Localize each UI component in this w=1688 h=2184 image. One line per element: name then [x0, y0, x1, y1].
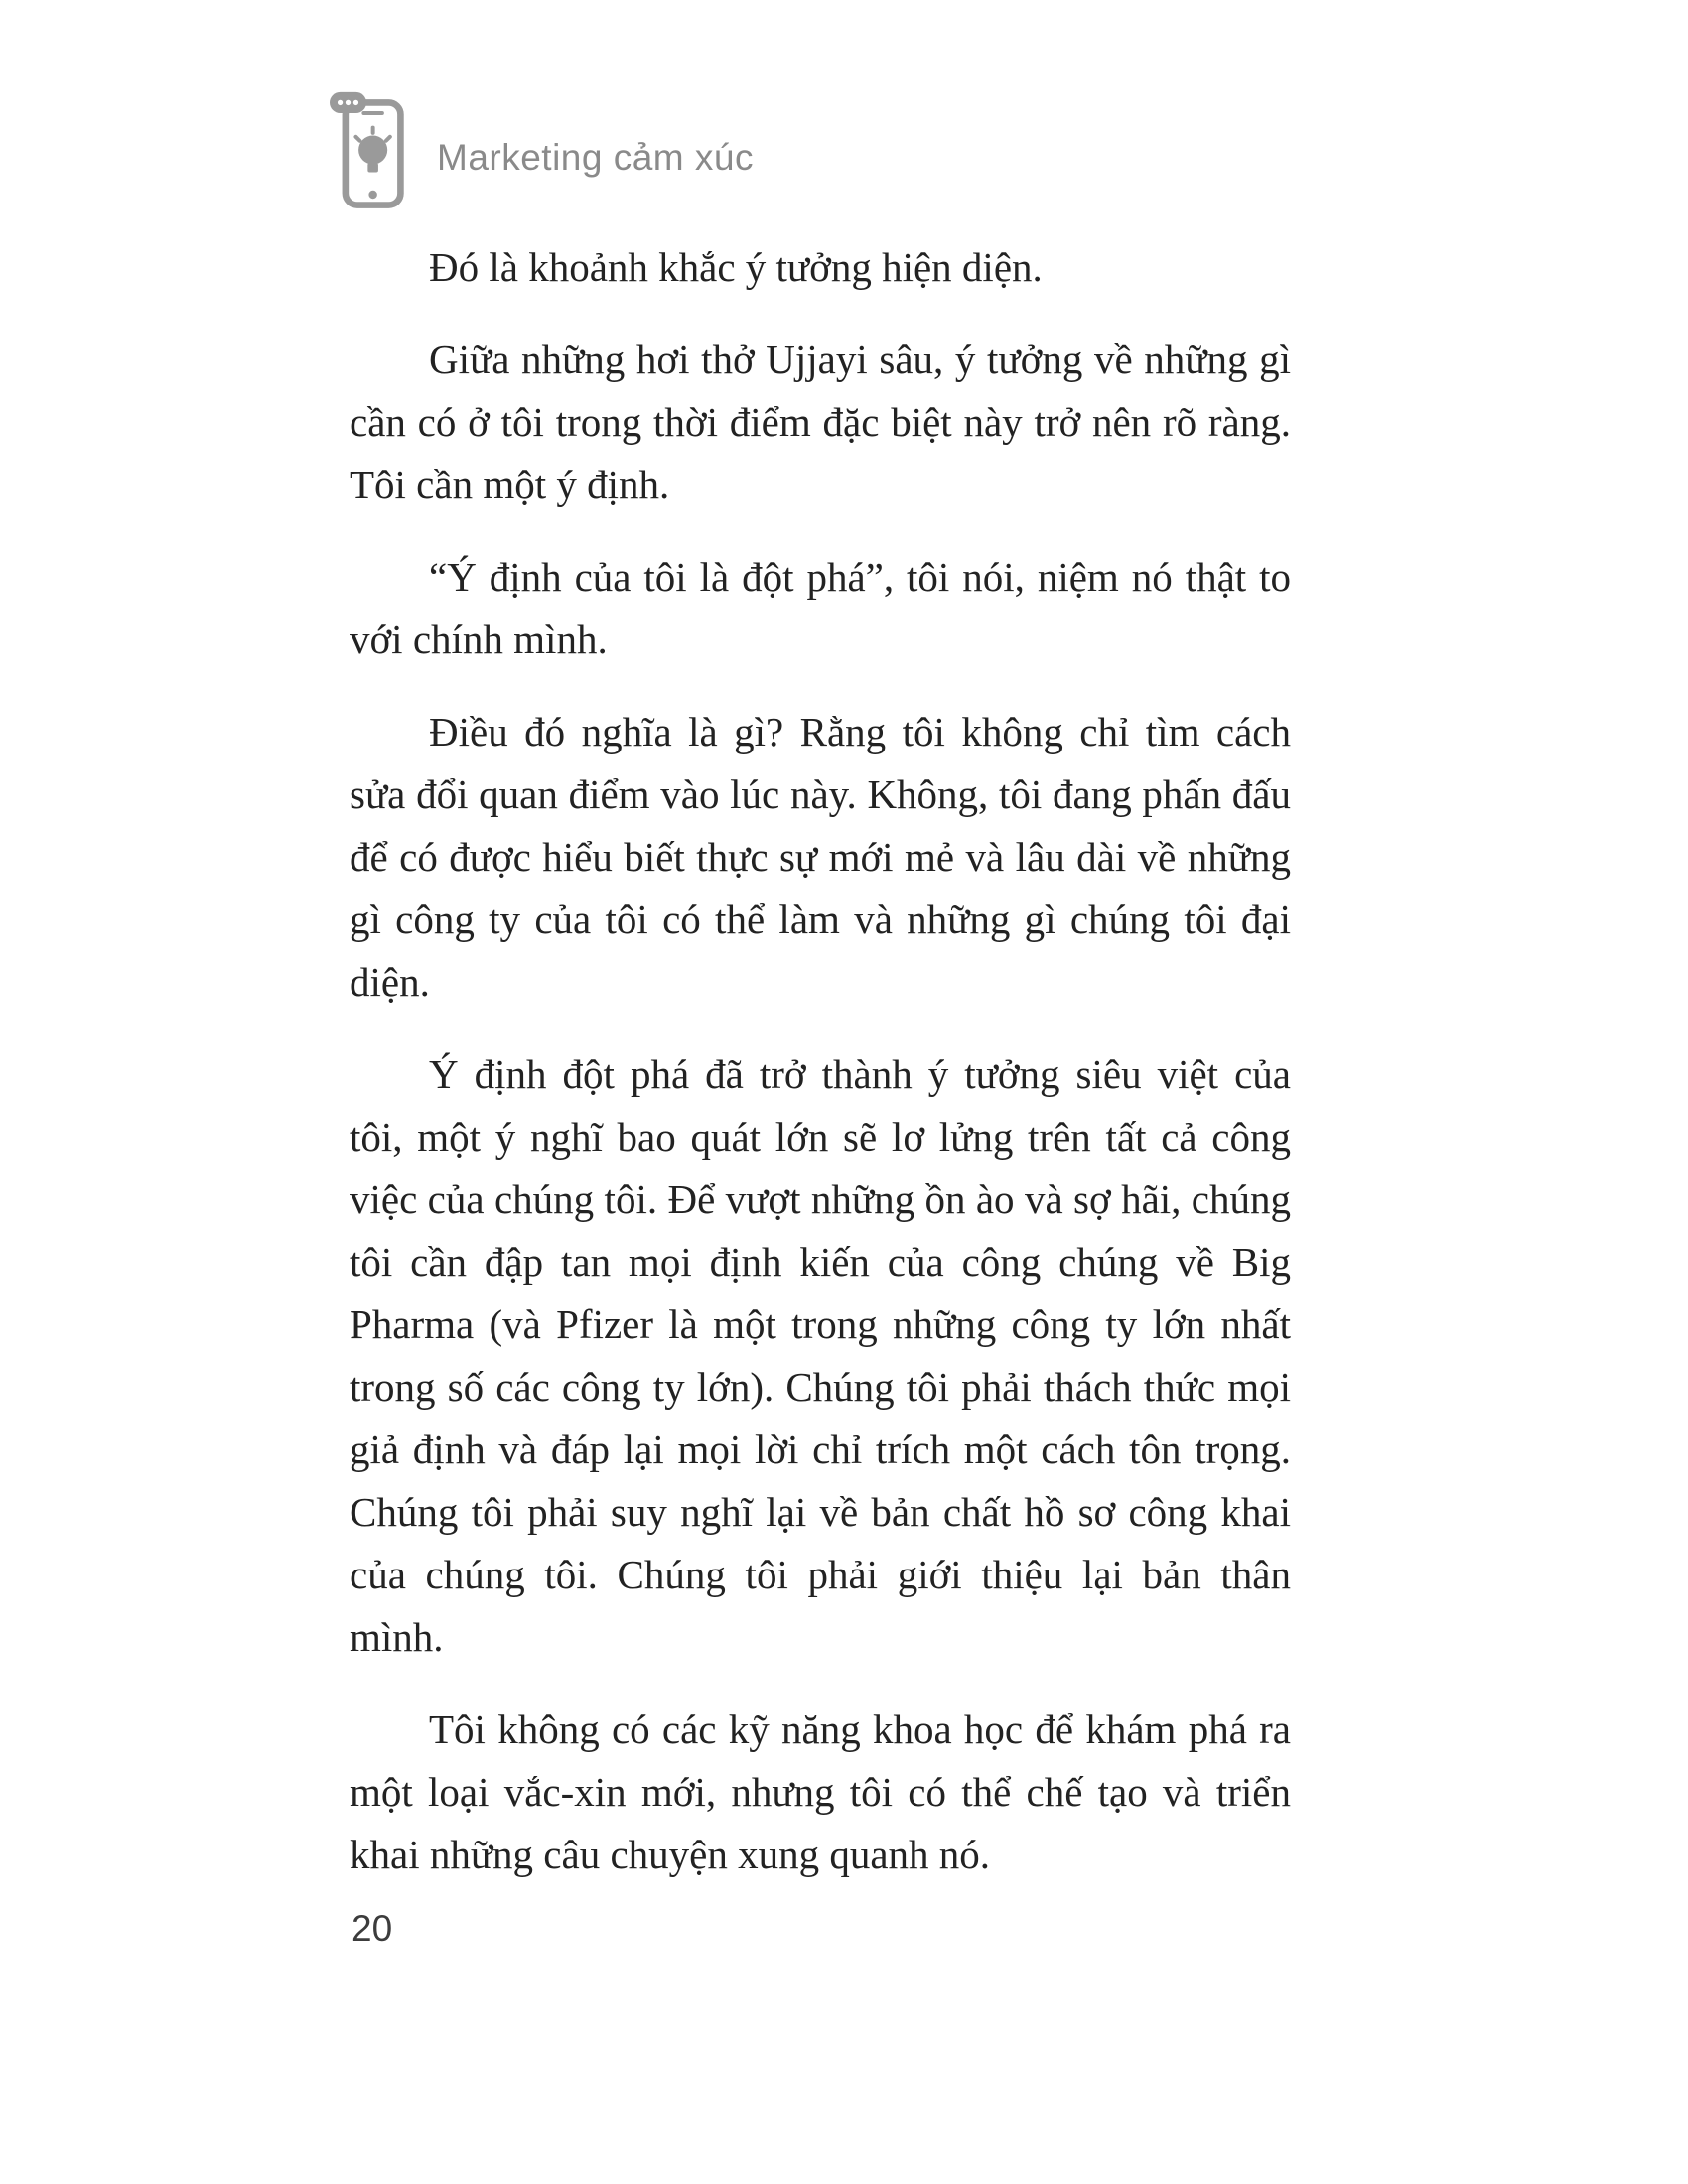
paragraph: Tôi không có các kỹ năng khoa học để khám phá ra một loại vắc-xin mới, nhưng tôi có thể chế tạo và triển khai những câu chuyện xung quanh nó. [350, 1706, 1291, 1877]
paragraph: Ý định đột phá đã trở thành ý tưởng siêu việt của tôi, một ý nghĩ bao quát lớn sẽ lơ lửng trên tất cả công việc của chúng tôi. Để vượt những ồn ào và sợ hãi, chúng tôi cần đập tan mọi định kiến của công chúng về Big Pharma (và Pfizer là một trong những công ty lớn nhất trong số các công ty lớn). Chúng tôi phải thách thức mọi giả định và đáp lại mọi lời chỉ trích một cách tôn trọng. Chúng tôi phải suy nghĩ lại về bản chất hồ sơ công khai của chúng tôi. Chúng tôi phải giới thiệu lại bản thân mình. [350, 1051, 1291, 1660]
running-header-title: Marketing cảm xúc [437, 137, 754, 178]
paragraph: Điều đó nghĩa là gì? Rằng tôi không chỉ tìm cách sửa đổi quan điểm vào lúc này. Không, tôi đang phấn đấu để có được hiểu biết thực sự mới mẻ và lâu dài về những gì công ty của tôi có thể làm và những gì chúng tôi đại diện. [350, 709, 1291, 1005]
running-header [330, 91, 754, 216]
body-text [350, 236, 1291, 1916]
paragraph: Giữa những hơi thở Ujjayi sâu, ý tưởng về những gì cần có ở tôi trong thời điểm đặc biệt này trở nên rõ ràng. Tôi cần một ý định. [350, 337, 1291, 507]
paragraph: “Ý định của tôi là đột phá”, tôi nói, niệm nó thật to với chính mình. [350, 554, 1291, 662]
phone-lightbulb-icon [330, 91, 411, 216]
paragraph: Đó là khoảnh khắc ý tưởng hiện diện. [429, 244, 1043, 290]
page-number: 20 [352, 1908, 393, 1949]
